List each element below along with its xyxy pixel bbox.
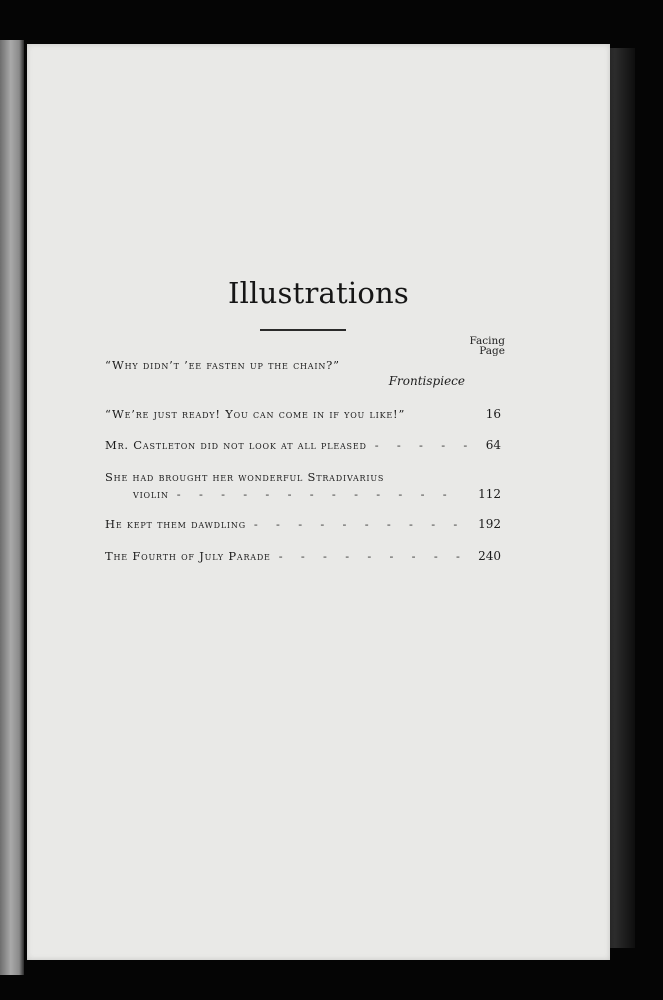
facing-label: Facing (469, 335, 505, 347)
dot-leader (375, 438, 478, 452)
illustration-caption: Mr. Castleton did not look at all pleased (105, 438, 367, 452)
page-title: Illustrations (228, 276, 409, 310)
page-label: Page (479, 345, 505, 357)
book-spine-left (0, 40, 24, 975)
illustration-entry (105, 407, 501, 421)
illustration-entry (105, 549, 501, 563)
dot-leader (254, 517, 470, 531)
illustration-caption: The Fourth of July Parade (105, 549, 271, 563)
illustration-caption: “We’re just ready! You can come in if you like!” (105, 407, 406, 421)
illustration-entry (105, 470, 501, 501)
illustration-page-number: 112 (478, 487, 501, 501)
illustration-caption: “Why didn’t ’ee fasten up the chain?” (105, 358, 340, 372)
illustration-page-number: 16 (485, 407, 501, 421)
dot-leader (279, 549, 470, 563)
book-page (27, 44, 610, 960)
illustration-caption: He kept them dawdling (105, 517, 246, 531)
frontispiece-label: Frontispiece (388, 374, 465, 388)
dot-leader (177, 487, 470, 501)
illustration-entry (105, 517, 501, 531)
facing-page-header (457, 336, 505, 356)
illustration-caption: She had brought her wonderful Stradivarius (105, 470, 385, 484)
illustration-page-number: 64 (485, 438, 501, 452)
illustration-page-number: 240 (478, 549, 501, 563)
title-rule (260, 329, 346, 331)
illustration-caption-continued: violin (133, 487, 169, 501)
illustration-entry (105, 438, 501, 452)
illustration-page-number: 192 (478, 517, 501, 531)
illustration-entry-frontispiece (105, 358, 501, 372)
